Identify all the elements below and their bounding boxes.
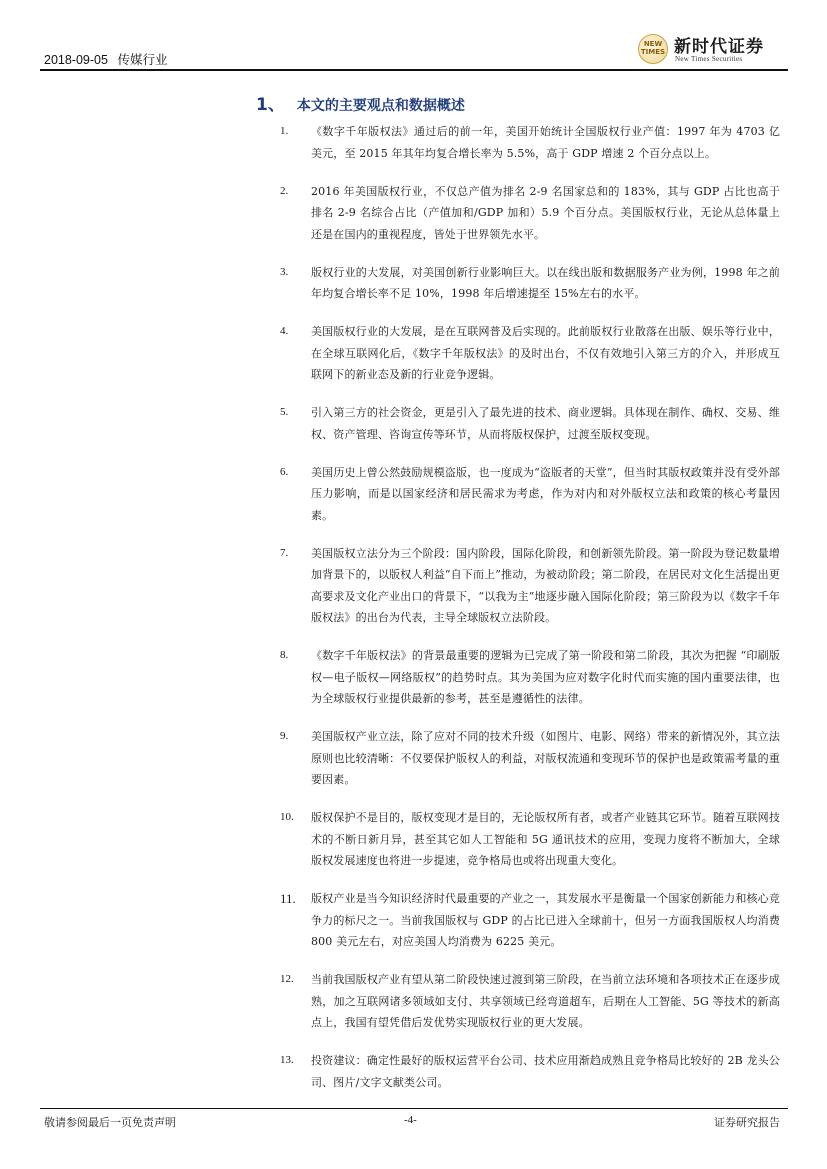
list-item [280,402,780,445]
list-item [280,1050,780,1093]
list-item [280,181,780,246]
section-title-text: 本文的主要观点和数据概述 [296,98,465,114]
summary-list [280,121,780,1110]
list-item-text: 美国版权产业立法，除了应对不同的技术升级（如图片、电影、网络）带来的新情况外，其立法原则也比较清晰：不仅要保护版权人的利益，对版权流通和变现环节的保护也是政策需考量的重要因素。 [311,730,780,786]
list-item-number: 9. [280,730,289,742]
list-item-number: 3. [280,265,289,278]
list-item-text: 2016 年美国版权行业，不仅总产值为排名 2-9 名国家总和的 183%，其与 GDP 占比也高于排名 2-9 名综合占比（产值加和/GDP 加和）5.9 个百分点。美国版权行业，无论从总体量上还是在国内的重视程度，皆处于世界领先水平。 [311,184,780,241]
page-footer [40,1112,788,1132]
footer-divider [40,1108,788,1109]
list-item-text: 版权行业的大发展，对美国创新行业影响巨大。以在线出版和数据服务产业为例，1998 年之前年均复合增长率不足 10%，1998 年后增速提至 15%左右的水平。 [311,265,780,300]
page-header [40,32,788,68]
report-date: 2018-09-05 [44,53,108,67]
list-item-number: 1. [280,125,289,137]
list-item [280,262,780,305]
list-item-number: 8. [280,649,289,661]
list-item [280,543,780,629]
list-item-text: 版权产业是当今知识经济时代最重要的产业之一，其发展水平是衡量一个国家创新能力和核心竞争力的标尺之一。当前我国版权与 GDP 的占比已进入全球前十，但另一方面我国版权人均消费 800 美元左右，对应美国人均消费为 6225 美元。 [311,892,780,948]
list-item-number: 12. [280,973,294,985]
list-item-number: 4. [280,325,289,337]
disclaimer-note: 敬请参阅最后一页免责声明 [44,1116,176,1129]
list-item [280,121,780,164]
list-item-text: 美国版权立法分为三个阶段：国内阶段，国际化阶段，和创新领先阶段。第一阶段为登记数量增加背景下的，以版权人利益“自下而上”推动，为被动阶段；第二阶段，在居民对文化生活提出更高要求及文化产业出口的背景下，“以我为主”地逐步融入国际化阶段；第三阶段为以《数字千年版权法》的出台为代表，主导全球版权立法阶段。 [311,546,780,624]
list-item-text: 版权保护不是目的，版权变现才是目的，无论版权所有者，或者产业链其它环节。随着互联网技术的不断日新月异，甚至其它如人工智能和 5G 通讯技术的应用，变现力度将不断加大，全球版权发展速度也将进一步提速，竞争格局也或将出现重大变化。 [311,811,780,867]
logo-english-name: New Times Securities [675,55,743,63]
list-item-number: 7. [280,546,289,559]
list-item [280,969,780,1034]
list-item-text: 投资建议：确定性最好的版权运营平台公司、技术应用渐趋成熟且竞争格局比较好的 2B 龙头公司、图片/文字文献类公司。 [311,1054,780,1089]
header-divider [40,69,788,71]
list-item-number: 6. [280,465,289,478]
logo-chinese-name: 新时代证券 [674,37,764,57]
company-logo [638,34,788,68]
list-item-text: 《数字千年版权法》的背景最重要的逻辑为已完成了第一阶段和第二阶段，其次为把握 “印刷版权—电子版权—网络版权”的趋势时点。其为美国为应对数字化时代而实施的国内重要法律，也为全球版权行业提供最新的参考，甚至是遵循性的法律。 [311,649,780,705]
page-number: -4- [404,1114,417,1126]
list-item-text: 《数字千年版权法》通过后的前一年，美国开始统计全国版权行业产值：1997 年为 4703 亿美元，至 2015 年其年均复合增长率为 5.5%，高于 GDP 增速 2 个百分点以上。 [311,125,780,160]
list-item [280,807,780,872]
list-item-number: 11. [280,891,296,906]
list-item-text: 引入第三方的社会资金，更是引入了最先进的技术、商业逻辑。具体现在制作、确权、交易、维权、资产管理、咨询宣传等环节，从而将版权保护，过渡至版权变现。 [311,406,780,441]
header-meta [44,50,167,68]
report-type: 证券研究报告 [714,1116,780,1129]
list-item [280,462,780,527]
section-heading [256,90,465,115]
list-item [280,726,780,791]
list-item-text: 美国历史上曾公然鼓励规模盗版，也一度成为“盗版者的天堂”，但当时其版权政策并没有受外部压力影响，而是以国家经济和居民需求为考虑，作为对内和对外版权立法和政策的核心考量因素。 [311,465,780,522]
industry-label: 传媒行业 [117,53,168,67]
section-number: 1、 [256,95,285,115]
list-item-number: 2. [280,184,289,197]
list-item-text: 当前我国版权产业有望从第二阶段快速过渡到第三阶段，在当前立法环境和各项技术正在逐步成熟，加之互联网诸多领域如支付、共享领域已经弯道超车，后期在人工智能、5G 等技术的新高点上，我国有望凭借后发优势实现版权行业的更大发展。 [311,973,780,1029]
list-item-number: 13. [280,1054,294,1066]
logo-badge-icon: NEW TIMES [638,34,668,64]
list-item [280,888,780,953]
list-item-text: 美国版权行业的大发展，是在互联网普及后实现的。此前版权行业散落在出版、娱乐等行业中，在全球互联网化后，《数字千年版权法》的及时出台，不仅有效地引入第三方的介入，并形成互联网下的新业态及新的行业竞争逻辑。 [311,325,780,381]
list-item [280,321,780,386]
list-item-number: 10. [280,811,294,823]
list-item-number: 5. [280,406,289,418]
list-item [280,645,780,710]
